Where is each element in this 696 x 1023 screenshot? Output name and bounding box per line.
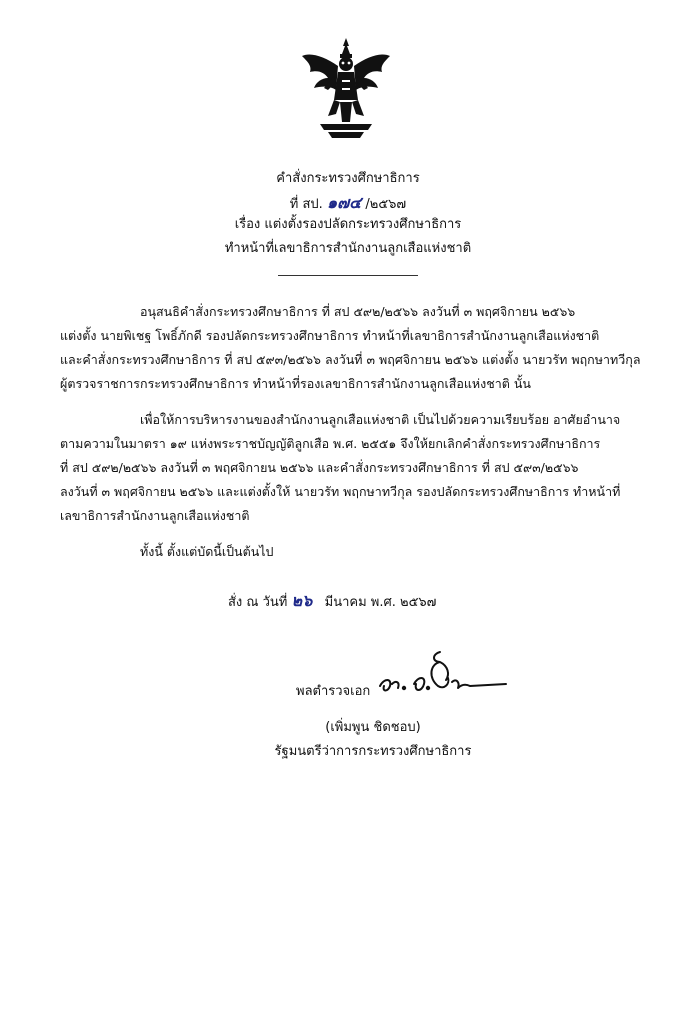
order-year: /๒๕๖๗ <box>365 197 407 212</box>
handwritten-signature <box>370 644 510 704</box>
paragraph-2-line-1: เพื่อให้การบริหารงานของสำนักงานลูกเสือแห่งชาติ เป็นไปด้วยความเรียบร้อย อาศัยอำนาจ <box>140 412 621 427</box>
paragraph-1 <box>60 300 660 396</box>
header-divider <box>278 275 418 276</box>
garuda-emblem-icon <box>300 36 392 140</box>
date-prefix: สั่ง ณ วันที่ <box>228 595 288 610</box>
order-number-handwritten: ๑๗๔ <box>326 193 362 212</box>
signatory-rank: พลตำรวจเอก <box>296 684 371 699</box>
paragraph-3 <box>60 540 660 564</box>
order-number-line <box>0 194 696 214</box>
paragraph-2 <box>60 408 660 528</box>
subject-line-2: ทำหน้าที่เลขาธิการสำนักงานลูกเสือแห่งชาติ <box>224 241 472 256</box>
paragraph-1-line-1: อนุสนธิคำสั่งกระทรวงศึกษาธิการ ที่ สป ๕๙๒/๒๕๖๖ ลงวันที่ ๓ พฤศจิกายน ๒๕๖๖ <box>140 304 576 319</box>
signatory-position: รัฐมนตรีว่าการกระทรวงศึกษาธิการ <box>274 744 472 759</box>
paragraph-1-line-2: แต่งตั้ง นายพิเชฐ โพธิ์ภักดี รองปลัดกระทรวงศึกษาธิการ ทำหน้าที่เลขาธิการสำนักงานลูกเสือแห่งชาติ <box>60 328 600 343</box>
paragraph-1-line-3: และคำสั่งกระทรวงศึกษาธิการ ที่ สป ๕๙๓/๒๕๖๖ ลงวันที่ ๓ พฤศจิกายน ๒๕๖๖ แต่งตั้ง นายวรัท พฤกษาทวีกุล <box>60 352 641 367</box>
date-day-handwritten: ๒๖ <box>291 591 313 610</box>
paragraph-1-line-4: ผู้ตรวจราชการกระทรวงศึกษาธิการ ทำหน้าที่รองเลขาธิการสำนักงานลูกเสือแห่งชาติ นั้น <box>60 376 531 391</box>
paragraph-2-line-2: ตามความในมาตรา ๑๙ แห่งพระราชบัญญัติลูกเสือ พ.ศ. ๒๕๕๑ จึงให้ยกเลิกคำสั่งกระทรวงศึกษาธิการ <box>60 436 601 451</box>
paragraph-2-line-4: ลงวันที่ ๓ พฤศจิกายน ๒๕๖๖ และแต่งตั้งให้ นายวรัท พฤกษาทวีกุล รองปลัดกระทรวงศึกษาธิการ ทำหน้าที่ <box>60 484 621 499</box>
order-title: คำสั่งกระทรวงศึกษาธิการ <box>276 171 420 186</box>
signatory-name: (เพิ่มพูน ชิดชอบ) <box>325 720 421 735</box>
subject-line-1: เรื่อง แต่งตั้งรองปลัดกระทรวงศึกษาธิการ <box>234 217 462 232</box>
order-prefix: ที่ สป. <box>289 197 323 212</box>
paragraph-2-line-5: เลขาธิการสำนักงานลูกเสือแห่งชาติ <box>60 508 250 523</box>
date-month-year: มีนาคม พ.ศ. ๒๕๖๗ <box>324 595 437 610</box>
effective-statement: ทั้งนี้ ตั้งแต่บัดนี้เป็นต้นไป <box>140 544 274 559</box>
paragraph-2-line-3: ที่ สป ๕๙๒/๒๕๖๖ ลงวันที่ ๓ พฤศจิกายน ๒๕๖๖ และคำสั่งกระทรวงศึกษาธิการ ที่ สป ๕๙๓/๒๕๖๖ <box>60 460 579 475</box>
order-date-line <box>228 590 436 614</box>
